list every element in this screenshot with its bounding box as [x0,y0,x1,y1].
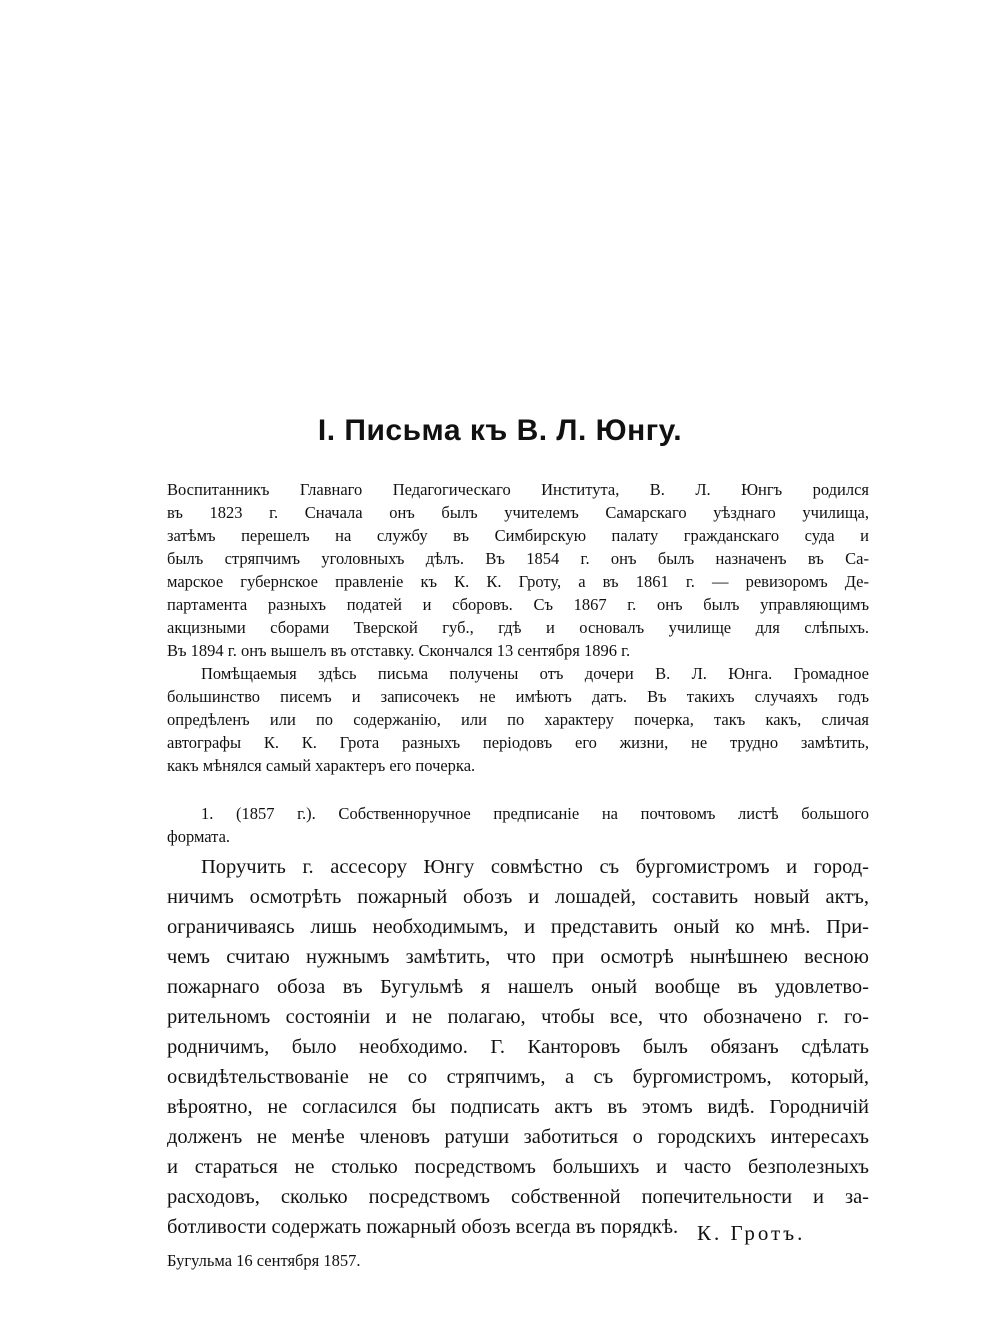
intro-line: опредѣленъ или по содержанію, или по характеру почерка, такъ какъ, сличая [167,710,869,729]
intro-line: автографы К. К. Грота разныхъ періодовъ его жизни, не трудно замѣтить, [167,733,869,752]
page-title: I. Письма къ В. Л. Юнгу. [317,414,683,447]
letter-line: родничимъ, было необходимо. Г. Канторовъ былъ обязанъ сдѣлать [167,1036,869,1058]
letter-line: долженъ не менѣе членовъ ратуши заботиться о городскихъ интересахъ [167,1126,869,1148]
intro-line: затѣмъ перешелъ на службу въ Симбирскую палату гражданскаго суда и [167,526,869,545]
letter-line: ботливости содержать пожарный обозъ всегда въ порядкѣ. [167,1216,679,1238]
letter-line: пожарнаго обоза въ Бугульмѣ я нашелъ оный вообще въ удовлетво- [167,976,869,998]
letter-line: чемъ считаю нужнымъ замѣтить, что при осмотрѣ нынѣшнею весною [167,946,869,968]
letter-body [167,852,869,1242]
letter-line: вѣроятно, не согласился бы подписать актъ въ этомъ видѣ. Городничій [167,1096,869,1118]
intro-line: какъ мѣнялся самый характеръ его почерка. [167,756,476,775]
intro-paragraph [167,478,869,777]
intro-line: акцизными сборами Тверской губ., гдѣ и основалъ училище для слѣпыхъ. [167,618,869,637]
intro-line: въ 1823 г. Сначала онъ былъ учителемъ Самарскаго уѣзднаго училища, [167,503,869,522]
item-line: формата. [167,827,231,846]
letter-line: и стараться не столько посредствомъ большихъ и часто безполезныхъ [167,1156,869,1178]
letter-line: рительномъ состояніи и не полагаю, чтобы все, что обозначено г. го- [167,1006,869,1028]
intro-line: большинство писемъ и записочекъ не имѣютъ датъ. Въ такихъ случаяхъ годъ [167,687,869,706]
intro-line: былъ стряпчимъ уголовныхъ дѣлъ. Въ 1854 г. онъ былъ назначенъ въ Са- [167,549,869,568]
item-heading [167,802,869,848]
place-date: Бугульма 16 сентября 1857. [167,1251,361,1270]
intro-line: марское губернское правленіе къ К. К. Гроту, а въ 1861 г. — ревизоромъ Де- [167,572,869,591]
letter-line: ограничиваясь лишь необходимымъ, и представить оный ко мнѣ. При- [167,916,869,938]
intro-line: Воспитанникъ Главнаго Педагогическаго Института, В. Л. Юнгъ родился [167,480,869,499]
letter-line: ничимъ осмотрѣть пожарный обозъ и лошадей, составить новый актъ, [167,886,869,908]
item-line: 1. (1857 г.). Собственноручное предписаніе на почтовомъ листѣ большого [201,804,869,823]
letter-line: Поручить г. ассесору Юнгу совмѣстно съ бургомистромъ и город- [201,856,869,878]
letter-line: расходовъ, сколько посредствомъ собственной попечительности и за- [167,1186,869,1208]
intro-line: партамента разныхъ податей и сборовъ. Съ 1867 г. онъ былъ управляющимъ [167,595,869,614]
intro-line: Помѣщаемыя здѣсь письма получены отъ дочери В. Л. Юнга. Громадное [201,664,869,683]
letter-line: освидѣтельствованіе не со стряпчимъ, а съ бургомистромъ, который, [167,1066,869,1088]
intro-line: Въ 1894 г. онъ вышелъ въ отставку. Скончался 13 сентября 1896 г. [167,641,631,660]
signature: К. Гротъ. [697,1221,806,1245]
